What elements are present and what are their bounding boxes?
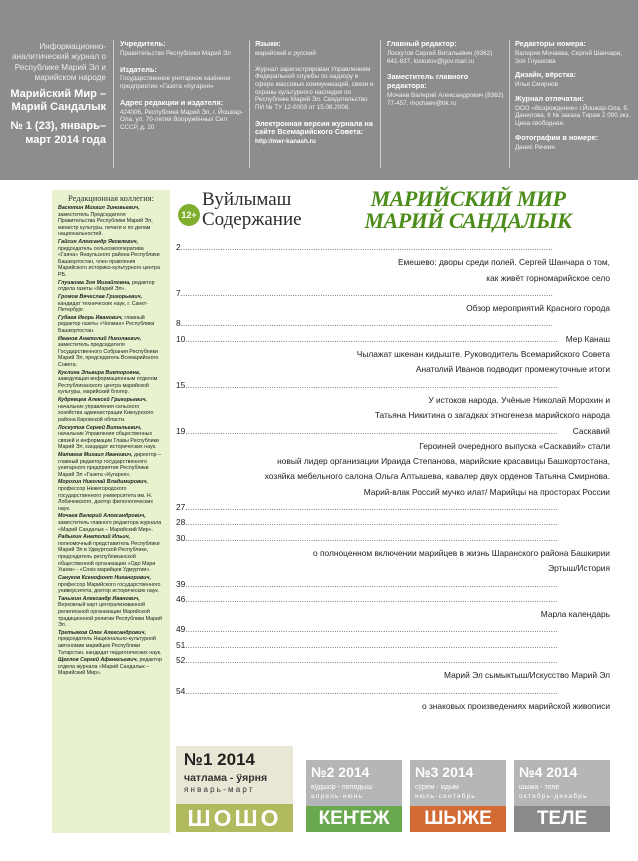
- page-number: 19: [176, 425, 186, 436]
- toc-entry: [176, 699, 610, 714]
- toc-title: Саскавий: [571, 424, 610, 439]
- toc-title: Чылажат шкенан кидыште. Руководитель Всемарийского Совета: [355, 347, 610, 362]
- editor-column: Главный редактор: Лоскутов Сергей Витальевич (8362) 641-837, loskutov@gov.mari.ru Заместитель главного редактора: Мочаев Валерий Александрович (8362) 77-457, mochaev@bk.ru: [387, 39, 504, 107]
- toc-entry: [176, 546, 610, 561]
- toc-title: Анатолий Иванов подводит промежуточные итоги: [414, 362, 610, 377]
- member-name: Третьяков Олег Александрович,: [58, 629, 146, 636]
- board-member: [58, 205, 164, 238]
- member-description: Верховный карт централизованной религиозной организации Марийской традиционной религии Республики Марий Эл.: [58, 602, 162, 629]
- member-name: Глушкова Зоя Михайловна,: [58, 279, 131, 286]
- page-number: 7: [176, 287, 181, 298]
- founder-column: Учредитель: Правительство Республики Марий Эл Издатель: Государственное унитарное казённое предприятие «Газета «Кугарня» Адрес редакции и издателя: 424006, Республика Марий Эл, г. Йошкар-Ола, ул. 70-летия Вооружённых Сил СССР, д. 20: [120, 39, 244, 132]
- member-name: Лоскутов Сергей Витальевич,: [58, 424, 142, 431]
- divider: [509, 40, 510, 168]
- toc-title: Татьяна Никитина о загадках этногенеза марийского народа: [373, 408, 610, 423]
- board-heading: Редакционная коллегия:: [68, 194, 154, 203]
- toc-entry: 27 ................................................................................................................................................................: [176, 500, 610, 515]
- toc-title: Героиней очередного выпуска «Саскавий» стали: [417, 439, 610, 454]
- member-description: полномочный представитель Республики Марий Эл в Удмуртской Республике, председатель республиканской общественной организации «Одо Мари Ушем» - «Союз марийцев Удмуртии».: [58, 540, 160, 574]
- board-member: [58, 479, 164, 512]
- page-number: 49: [176, 624, 186, 635]
- board-members: [58, 205, 164, 677]
- editorial-board: [52, 190, 170, 833]
- board-member: [58, 315, 164, 335]
- toc-entry: [176, 668, 610, 683]
- languages-column: Языки: марийский и русский Журнал зарегистрирован Управлением Федеральной службы по надзору в сфере массовых коммуникаций, связи и охраны культурного наследия по Республике Марий Эл. Свидетельство ПИ № ТУ 12-0003 от 15.08.2008. Электронная версия журнала на сайте Всемарийского Совета: http://mer-kanash.ru: [255, 39, 374, 146]
- credits-column: Редакторы номера: Валерия Мочаева, Сергей Шанчара, Зоя Глушкова Дизайн, вёрстка: Илья Смирнов Журнал отпечатан: ООО «Возрождение» г.Йошкар-Ола, б. Данилова, 6 № заказа Тираж 2 000 экз. Цена свободная. Фотографии в номере: Денис Речкин: [515, 39, 631, 151]
- toc-title: Марий-влак Россий мучко илат/ Марийцы на просторах России: [362, 485, 610, 500]
- issue-number: № 1 (23), январь–март 2014 года: [10, 120, 106, 146]
- member-name: Васютин Михаил Зиновьевич,: [58, 205, 140, 211]
- page-number: 27: [176, 502, 186, 513]
- board-member: [58, 575, 164, 595]
- toc-entry: [176, 393, 610, 408]
- journal-logo: МАРИЙСКИЙ МИР МАРИЙ САНДАЛЫК: [364, 186, 572, 233]
- toc-entry: 54 ................................................................................................................................................................: [176, 684, 610, 699]
- divider: [380, 40, 381, 168]
- season-label: ШЫЖЕ: [410, 806, 506, 832]
- page-number: 39: [176, 578, 186, 589]
- season-label: ТЕЛЕ: [514, 806, 610, 832]
- board-member: [58, 452, 164, 478]
- board-member: [58, 425, 164, 451]
- member-name: Матвеев Михаил Иванович,: [58, 451, 133, 458]
- member-description: заведующая информационным отделом Республиканского центра марийской культуры, марийский блогер.: [58, 376, 158, 396]
- board-member: [58, 336, 164, 369]
- toc-entry: 2 ................................................................................................................................................................: [176, 240, 610, 255]
- season-label: КЕҤЕЖ: [306, 806, 402, 832]
- board-member: [58, 657, 164, 677]
- toc-title: Эртыш/История: [546, 561, 610, 576]
- journal-description: Информационно-аналитический журнал о Республике Марий Эл и марийском народе: [11, 42, 106, 82]
- member-name: Куклина Эльвира Викторовна,: [58, 369, 141, 376]
- page-number: 54: [176, 685, 186, 696]
- member-description: профессор Нижегородского государственного университета им. Н. Лобачевского, доктор филологических наук.: [58, 485, 154, 512]
- toc-entry: 10 ................................................................................................................................................................ Мер Канаш: [176, 332, 610, 347]
- member-name: Губаев Игорь Иванович,: [58, 314, 123, 321]
- toc-title: о знаковых произведениях марийской живописи: [420, 699, 610, 714]
- board-member: [58, 630, 164, 656]
- age-rating-badge: 12+: [178, 204, 200, 226]
- issue-tile-2: №2 2014 вӱдшор - пеледыш апрель-июнь КЕҤЕЖ: [306, 760, 402, 832]
- member-name: Радыгин Анатолий Ильич,: [58, 534, 131, 541]
- board-member: [58, 513, 164, 533]
- toc-entry: [176, 561, 610, 576]
- page-number: 2: [176, 242, 181, 252]
- member-name: Таныгин Александр Иванович,: [58, 595, 140, 602]
- toc-entry: 39 ................................................................................................................................................................: [176, 577, 610, 592]
- member-description: редактор отдела журнала «Марий Сандалык – Марийский Мир».: [58, 657, 162, 677]
- board-member: [58, 280, 164, 293]
- toc-title: Мер Канаш: [564, 332, 610, 347]
- toc-entry: 15 ................................................................................................................................................................: [176, 378, 610, 393]
- season-label: ШОШО: [176, 804, 293, 832]
- member-name: Кудрявцев Алексей Григорьевич,: [58, 397, 147, 404]
- member-description: кандидат технических наук, г. Санкт-Петербург.: [58, 300, 148, 314]
- toc-entry: [176, 485, 610, 500]
- toc-entry: [176, 607, 610, 622]
- issue-tile-3: №3 2014 сӱрем - идым июль-сентябрь ШЫЖЕ: [410, 760, 506, 832]
- board-member: [58, 596, 164, 629]
- journal-title: Марийский Мир – Марий Сандалык: [10, 88, 106, 114]
- toc-entry: [176, 454, 610, 469]
- page-number: 10: [176, 333, 186, 344]
- toc-entry: [176, 347, 610, 362]
- divider: [249, 40, 250, 168]
- page-number: 28: [176, 517, 186, 528]
- page-number: 51: [176, 639, 186, 650]
- toc-entry: 52 ................................................................................................................................................................: [176, 653, 610, 668]
- member-description: заместитель Председателя Правительства Республики Марий Эл, министр культуры, печати и по делам национальностей.: [58, 211, 153, 238]
- member-description: директор – главный редактор государственного унитарного предприятия Республики Марий Эл «Газета «Кугарня».: [58, 451, 162, 478]
- toc-title: новый лидер организации Ираида Степанова, марийские красавицы Башкортостана,: [275, 454, 610, 469]
- member-name: Морохин Николай Владимирович,: [58, 479, 148, 486]
- page-number: 30: [176, 532, 186, 543]
- toc-title: как живёт горномарийское село: [484, 271, 610, 286]
- toc-title: хозяйка мебельного салона Ольга Алтышева, кавалер двух орденов Татьяна Смирнова.: [263, 469, 610, 484]
- toc-entry: [176, 301, 610, 316]
- journal-info: [6, 42, 106, 147]
- page-number: 8: [176, 318, 181, 329]
- toc-title: Емешево: дворы среди полей. Сергей Шанчара о том,: [396, 255, 610, 270]
- toc-entry: 28 ................................................................................................................................................................: [176, 515, 610, 530]
- divider: [113, 40, 114, 168]
- member-description: начальник Управления общественных связей и информации Главы Республики Марий Эл, кандидат исторических наук.: [58, 431, 159, 451]
- toc-entry: 30 ................................................................................................................................................................: [176, 531, 610, 546]
- member-description: председатель сельхозкооператива «Гаяна» Янаульского района Республики Башкортостан, член правления Марийского историко-культурного центра РБ.: [58, 245, 161, 279]
- board-member: [58, 370, 164, 396]
- toc-entry: [176, 271, 610, 286]
- toc-entry: [176, 255, 610, 270]
- toc-title: о полноценном включении марийцев в жизнь Шаранского района Башкирии: [311, 546, 610, 561]
- member-name: Щеглов Сергей Афанасьевич,: [58, 657, 138, 664]
- member-description: председатель Национально-культурной автономии марийцев Республики Татарстан, кандидат педагогических наук.: [58, 636, 162, 656]
- toc-entry: [176, 362, 610, 377]
- contents-title: Вуйлымаш Содержание: [202, 189, 302, 230]
- current-issue-tile: №1 2014 чатлама - ӱярня январь-март ШОШО: [176, 746, 293, 832]
- toc-title: Марла календарь: [539, 607, 610, 622]
- board-member: [58, 239, 164, 279]
- member-description: заместитель главного редактора журнала «Марий Сандалык – Марийский Мир».: [58, 520, 162, 533]
- member-name: Громов Вячеслав Григорьевич,: [58, 293, 143, 300]
- board-member: [58, 397, 164, 423]
- toc-entry: 8 ................................................................................................................................................................: [176, 316, 610, 331]
- toc-entry: [176, 439, 610, 454]
- toc-title: Марий Эл сымыктыш/Искусство Марий Эл: [442, 668, 610, 683]
- toc-title: У истоков народа. Учёные Николай Морохин и: [426, 393, 610, 408]
- table-of-contents: [176, 240, 610, 714]
- page-number: 46: [176, 593, 186, 604]
- page-number: 52: [176, 655, 186, 666]
- member-description: профессор Марийского государственного университета, доктор исторических наук.: [58, 581, 161, 595]
- toc-entry: 49 ................................................................................................................................................................: [176, 622, 610, 637]
- toc-entry: [176, 469, 610, 484]
- board-member: [58, 534, 164, 574]
- board-member: [58, 294, 164, 314]
- toc-entry: 46 ................................................................................................................................................................: [176, 592, 610, 607]
- member-description: редактор отдела газеты «Марий Эл».: [58, 279, 155, 293]
- member-description: начальник управления сельского хозяйства администрации Кикнурского района Кировской области.: [58, 403, 154, 423]
- member-name: Иванов Анатолий Николаевич,: [58, 335, 142, 342]
- member-name: Мочаев Валерий Александрович,: [58, 513, 146, 520]
- page-number: 15: [176, 379, 186, 390]
- toc-entry: 7 ................................................................................................................................................................: [176, 286, 610, 301]
- member-name: Гайсин Александр Яковлевич,: [58, 239, 139, 246]
- masthead-panel: [0, 0, 638, 180]
- member-description: главный редактор газеты «Чолман» Республики Башкортостан.: [58, 314, 155, 334]
- toc-entry: [176, 408, 610, 423]
- toc-title: Обзор мероприятий Красного города: [464, 301, 610, 316]
- toc-entry: 51 ................................................................................................................................................................: [176, 638, 610, 653]
- issue-tile-4: №4 2014 шыжа - теле октябрь-декабрь ТЕЛЕ: [514, 760, 610, 832]
- member-name: Сануков Ксенофонт Никанорович,: [58, 574, 151, 581]
- member-description: заместитель председателя Государственного Собрания Республики Марий Эл, председатель Всемарийского Совета.: [58, 342, 159, 369]
- toc-entry: 19 ................................................................................................................................................................ Саскавий: [176, 424, 610, 439]
